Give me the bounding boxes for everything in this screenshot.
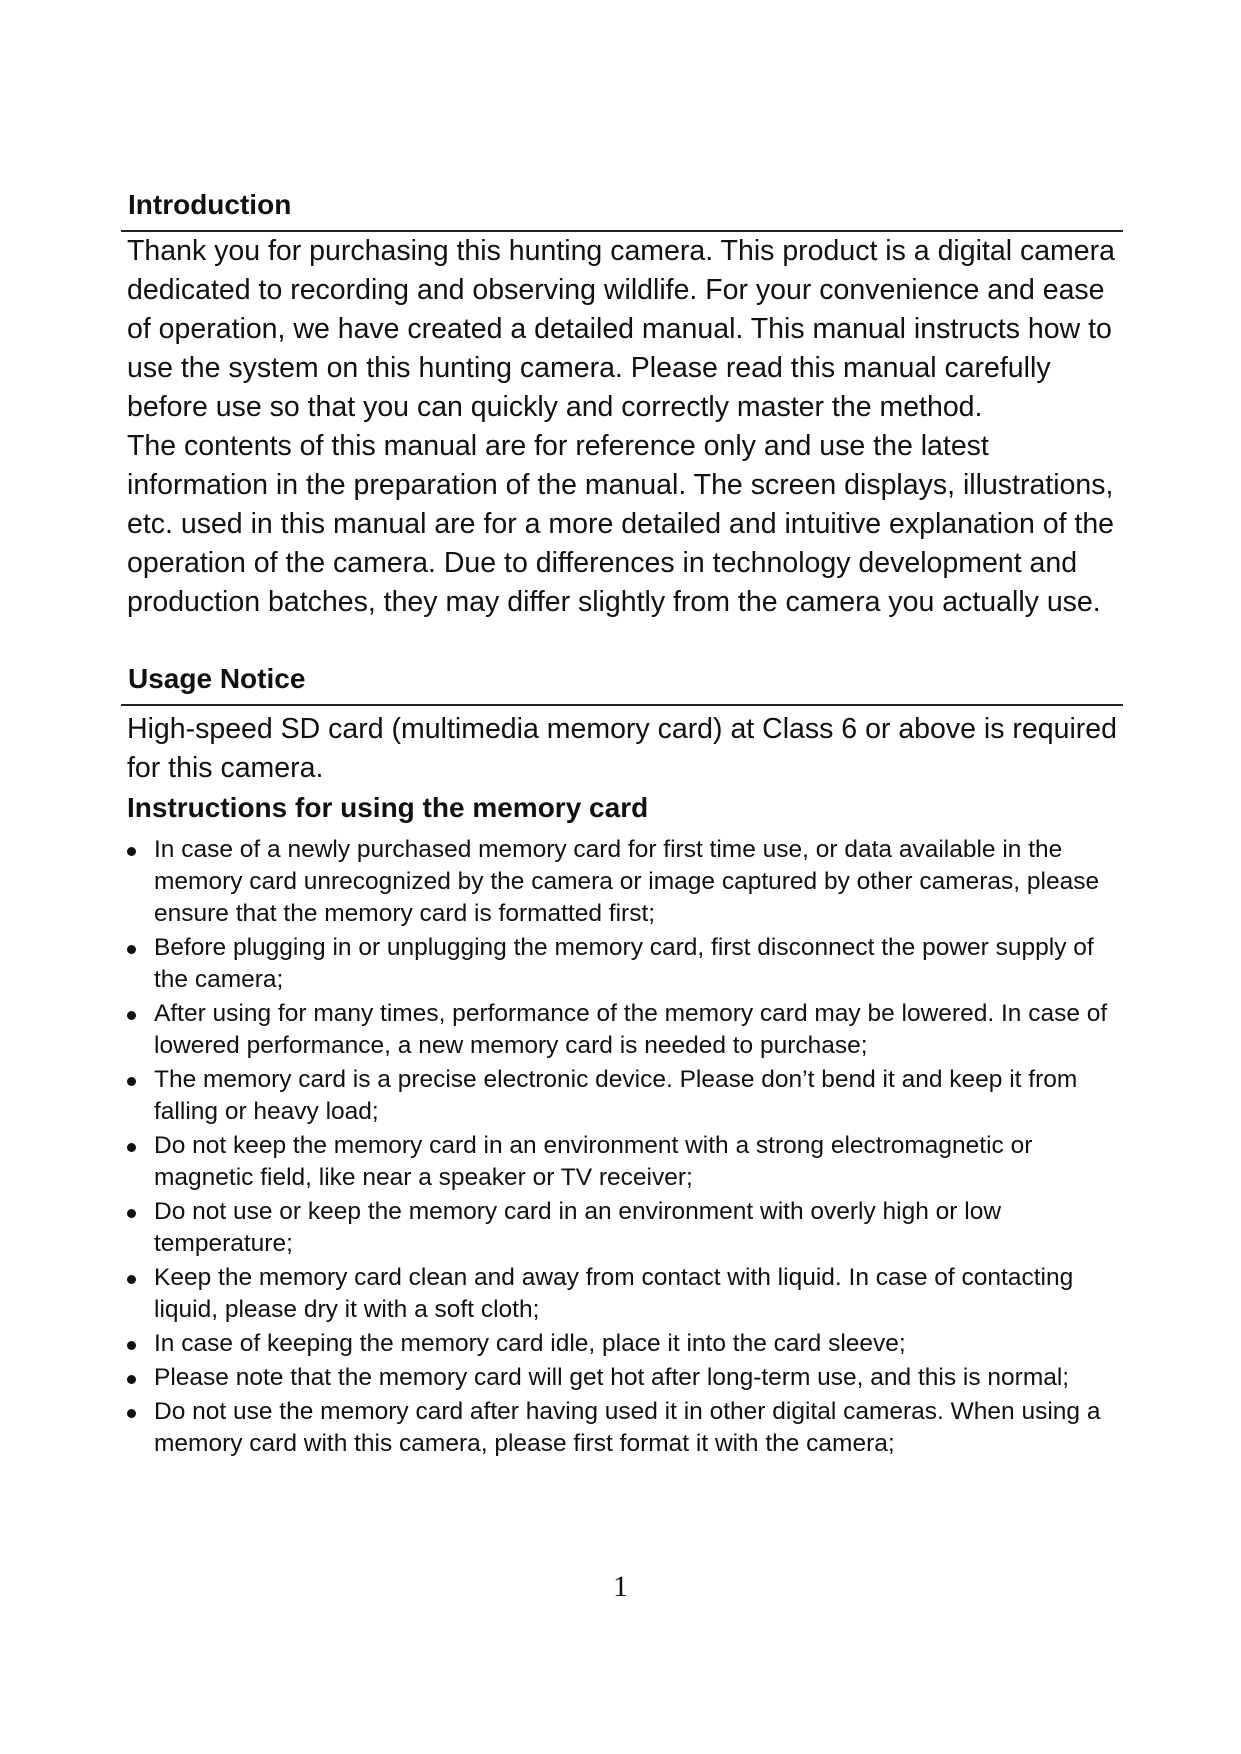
- list-item-text: Do not use the memory card after having used it in other digital cameras. When using a memory card with this camera, please first format it with the camera;: [154, 1398, 1101, 1457]
- usage-notice-heading: Usage Notice: [128, 663, 306, 694]
- list-item: [127, 1262, 1127, 1326]
- list-item-text: In case of a newly purchased memory card for first time use, or data available in the memory card unrecognized by the camera or image captured by other cameras, please ensure that the memory card is formatted first;: [154, 836, 1100, 927]
- introduction-heading: Introduction: [128, 189, 292, 220]
- introduction-body: [127, 232, 1127, 622]
- bullet-icon: [127, 1341, 136, 1350]
- bullet-icon: [127, 945, 136, 954]
- memory-card-instructions-list: [127, 834, 1127, 1460]
- list-item-text: Before plugging in or unplugging the memory card, first disconnect the power supply of the camera;: [154, 934, 1094, 993]
- list-item: [127, 1130, 1127, 1194]
- introduction-paragraph: The contents of this manual are for reference only and use the latest information in the preparation of the manual. The screen displays, illustrations, etc. used in this manual are for a more detailed and intuitive explanation of the operation of the camera. Due to differences in technology development and production batches, they may differ slightly from the camera you actually use.: [127, 430, 1115, 618]
- list-item: [127, 1064, 1127, 1128]
- bullet-icon: [127, 1077, 136, 1086]
- list-item: [127, 1396, 1127, 1460]
- introduction-paragraph: Thank you for purchasing this hunting camera. This product is a digital camera dedicated to recording and observing wildlife. For your convenience and ease of operation, we have created a detailed manual. This manual instructs how to use the system on this hunting camera. Please read this manual carefully before use so that you can quickly and correctly master the method.: [127, 235, 1115, 423]
- memory-card-instructions-heading: Instructions for using the memory card: [127, 792, 649, 823]
- bullet-icon: [127, 1375, 136, 1384]
- list-item-text: Please note that the memory card will get hot after long-term use, and this is normal;: [154, 1364, 1070, 1391]
- list-item: [127, 932, 1127, 996]
- list-item: [127, 998, 1127, 1062]
- bullet-icon: [127, 847, 136, 856]
- list-item-text: Do not keep the memory card in an environment with a strong electromagnetic or magnetic field, like near a speaker or TV receiver;: [154, 1132, 1033, 1191]
- page-number: 1: [613, 1570, 628, 1603]
- bullet-icon: [127, 1011, 136, 1020]
- list-item: [127, 1196, 1127, 1260]
- list-item-text: Keep the memory card clean and away from contact with liquid. In case of contacting liquid, please dry it with a soft cloth;: [154, 1264, 1074, 1323]
- list-item-text: The memory card is a precise electronic device. Please don’t bend it and keep it from falling or heavy load;: [154, 1066, 1078, 1125]
- list-item: [127, 1362, 1127, 1394]
- list-item-text: In case of keeping the memory card idle, place it into the card sleeve;: [154, 1330, 906, 1357]
- bullet-icon: [127, 1143, 136, 1152]
- bullet-icon: [127, 1209, 136, 1218]
- list-item: [127, 1328, 1127, 1360]
- list-item-text: Do not use or keep the memory card in an environment with overly high or low temperature;: [154, 1198, 1002, 1257]
- usage-notice-rule: [121, 704, 1123, 706]
- page-content: [127, 188, 1127, 1462]
- list-item: [127, 834, 1127, 930]
- bullet-icon: [127, 1409, 136, 1418]
- list-item-text: After using for many times, performance of the memory card may be lowered. In case of lowered performance, a new memory card is needed to purchase;: [154, 1000, 1108, 1059]
- usage-notice-text: High-speed SD card (multimedia memory card) at Class 6 or above is required for this camera.: [127, 713, 1117, 784]
- bullet-icon: [127, 1275, 136, 1284]
